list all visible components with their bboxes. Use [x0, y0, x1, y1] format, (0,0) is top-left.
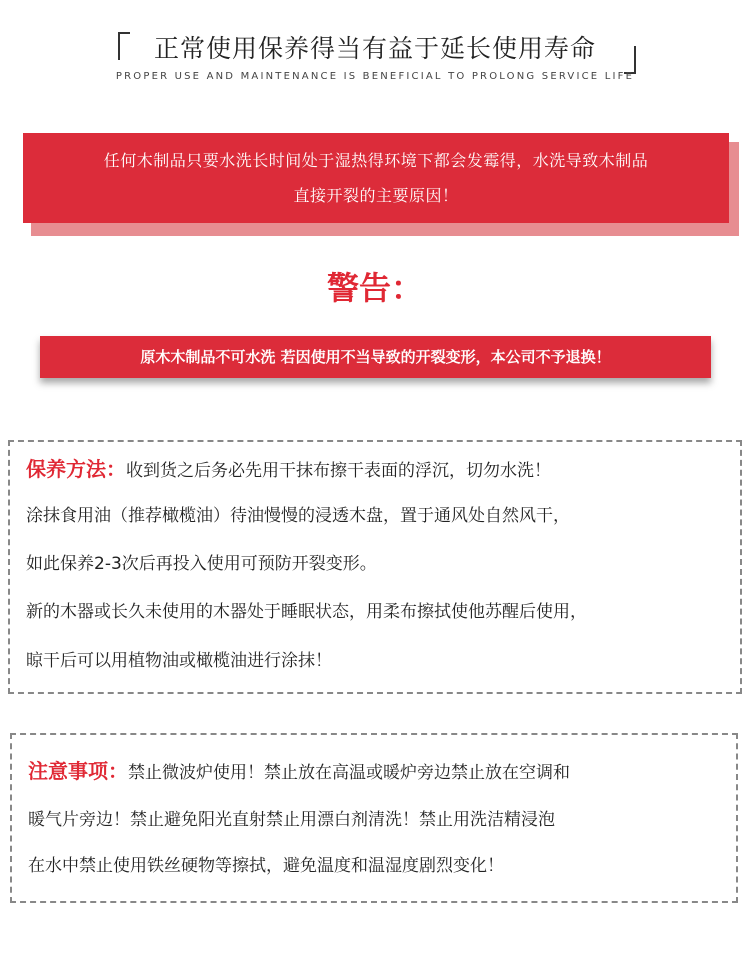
page-header: [0, 22, 750, 92]
page-subtitle-english: PROPER USE AND MAINTENANCE IS BENEFICIAL TO PROLONG SERVICE LIFE: [115, 71, 635, 82]
warning-title: 警告：: [326, 269, 423, 307]
precautions-label: 注意事项：: [28, 759, 128, 783]
precautions-line-1: [28, 758, 570, 786]
precautions-line-3: 在水中禁止使用铁丝硬物等擦拭，避免温度和温湿度剧烈变化！: [28, 856, 504, 876]
page-title: 正常使用保养得当有益于延长使用寿命: [153, 34, 596, 63]
precautions-text-1: 禁止微波炉使用！禁止放在高温或暖炉旁边禁止放在空调和: [128, 763, 570, 783]
maintenance-line-2: 涂抹食用油（推荐橄榄油）待油慢慢的浸透木盘，置于通风处自然风干，: [26, 506, 570, 526]
maintenance-line-5: 晾干后可以用植物油或橄榄油进行涂抹！: [26, 651, 332, 671]
notice-line-1: 任何木制品只要水洗长时间处于湿热得环境下都会发霉得，水洗导致木制品: [103, 151, 649, 170]
notice-box: [23, 133, 729, 223]
maintenance-text-1: 收到货之后务必先用干抹布擦干表面的浮沉，切勿水洗！: [126, 461, 551, 481]
maintenance-line-1: [26, 456, 551, 484]
precautions-line-2: 暖气片旁边！禁止避免阳光直射禁止用漂白剂清洗！禁止用洗洁精浸泡: [28, 810, 555, 830]
maintenance-line-4: 新的木器或长久未使用的木器处于睡眠状态，用柔布擦拭使他苏醒后使用，: [26, 602, 587, 622]
warning-banner: 原木木制品不可水洗 若因使用不当导致的开裂变形，本公司不予退换！: [40, 336, 711, 378]
maintenance-section: [8, 440, 742, 694]
precautions-section: [10, 733, 738, 903]
maintenance-label: 保养方法：: [26, 457, 126, 481]
notice-line-2: 直接开裂的主要原因！: [293, 186, 459, 205]
maintenance-line-3: 如此保养2-3次后再投入使用可预防开裂变形。: [26, 554, 377, 574]
